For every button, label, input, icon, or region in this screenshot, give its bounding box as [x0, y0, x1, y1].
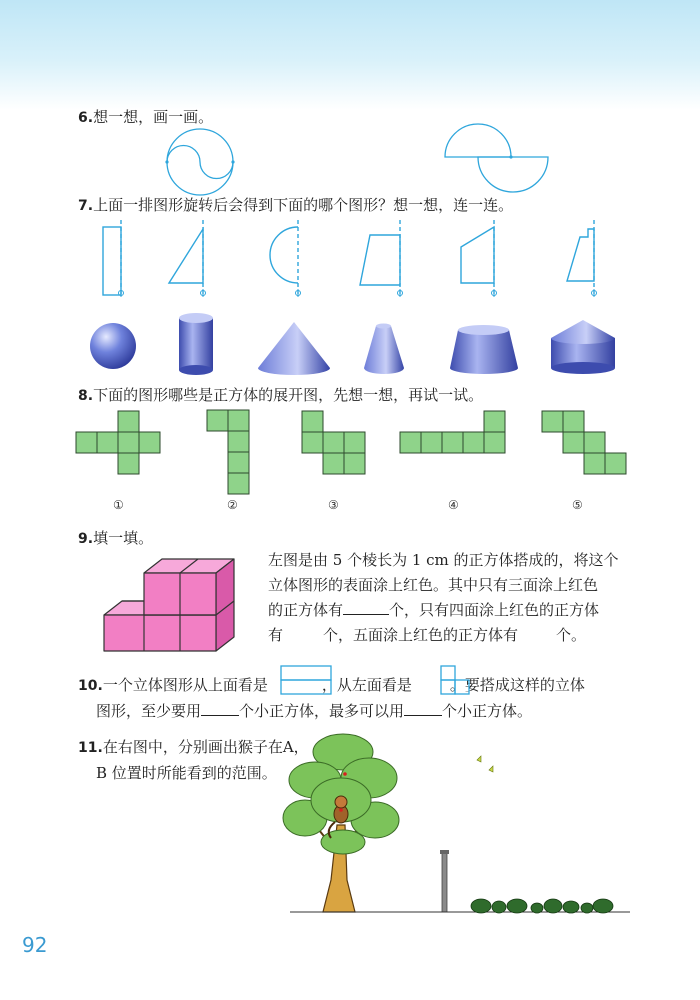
net-label-5: ⑤: [572, 498, 583, 512]
tree-scene-illustration: [285, 730, 645, 920]
net-label-1: ①: [113, 498, 124, 512]
left-view-figure: [439, 664, 475, 704]
question-9-line-3b: 个，只有四面涂上红色的正方体: [389, 601, 600, 619]
solid-cylinder: [179, 313, 213, 375]
question-9-paragraph: [268, 548, 619, 648]
cube-net-4: [400, 411, 505, 453]
yin-yang-figure: [160, 124, 250, 204]
question-8: [78, 385, 483, 406]
question-9-line-2: 立体图形的表面涂上红色。其中只有三面涂上红色: [268, 576, 599, 594]
shape-trapezoid: [360, 220, 403, 297]
question-10-line-2a: 图形，至少要用: [96, 702, 202, 720]
shape-semicircle: [270, 220, 301, 297]
question-8-text: 下面的图形哪些是正方体的展开图，先想一想，再试一试。: [93, 386, 484, 404]
question-6-text: 想一想，画一画。: [93, 108, 214, 126]
solid-sphere: [90, 323, 136, 369]
pink-cubes-figure: [100, 555, 250, 660]
question-7-text: 上面一排图形旋转后会得到下面的哪个图形？想一想，连一连。: [93, 196, 514, 214]
question-9: [78, 528, 153, 549]
answer-blank-three-faces[interactable]: [343, 598, 389, 615]
question-9-line-3a: 的正方体有: [268, 601, 344, 619]
question-10-text-a: 一个立体图形从上面看是: [102, 676, 268, 694]
pole: [442, 852, 447, 912]
solids-row: [0, 310, 700, 380]
question-10-text-c: 。要搭成这样的立体: [449, 676, 585, 694]
butterfly-icon: [477, 756, 493, 772]
semicircles-figure: [440, 124, 560, 204]
shape-stepped-trapezoid: [567, 220, 597, 297]
question-9-line-4a: 有: [268, 626, 284, 644]
watermelons: [471, 899, 613, 913]
question-9-number: 9.: [78, 531, 94, 547]
question-7-number: 7.: [78, 198, 94, 214]
rotation-shapes-row: [0, 215, 700, 315]
question-10-line-2b: 个小正方体，最多可以用: [239, 702, 405, 720]
question-10-line-2c: 个小正方体。: [442, 702, 533, 720]
answer-blank-four-faces[interactable]: [283, 623, 323, 640]
answer-blank-five-faces[interactable]: [518, 623, 556, 640]
cube-net-3: [302, 411, 365, 474]
question-9-line-3: [268, 598, 619, 623]
page-number: 92: [22, 933, 48, 957]
question-11-line-1: [78, 735, 309, 761]
net-label-4: ④: [448, 498, 459, 512]
answer-blank-max-cubes[interactable]: [404, 699, 442, 716]
cube-net-2: [207, 410, 249, 494]
question-11-line-1-text: 在右图中，分别画出猴子在A，: [102, 738, 309, 756]
cube-net-1: [76, 411, 160, 474]
question-9-line-4b: 个，五面涂上红色的正方体有: [323, 626, 519, 644]
question-9-line-4c: 个。: [556, 626, 587, 644]
solid-cone-on-cylinder: [551, 320, 615, 374]
question-7: [78, 195, 513, 216]
question-11-line-2: B 位置时所能看到的范围。: [96, 764, 277, 782]
solid-frustum: [364, 324, 404, 375]
question-11: [78, 735, 309, 786]
question-9-line-1: 左图是由 5 个棱长为 1 cm 的正方体搭成的，将这个: [268, 551, 619, 569]
question-6-number: 6.: [78, 110, 94, 126]
shape-pentagon: [461, 220, 497, 297]
cube-net-5: [542, 411, 626, 474]
question-9-title: 填一填。: [93, 529, 154, 547]
question-8-number: 8.: [78, 388, 94, 404]
answer-blank-min-cubes[interactable]: [201, 699, 239, 716]
question-10-number: 10.: [78, 678, 103, 694]
net-label-2: ②: [227, 498, 238, 512]
question-10-text-b: ，从左面看是: [321, 676, 412, 694]
question-9-line-4: [268, 623, 619, 648]
header-band: [0, 0, 700, 110]
net-label-3: ③: [328, 498, 339, 512]
tree-foliage: [283, 734, 399, 854]
solid-wide-frustum: [450, 325, 518, 374]
question-11-number: 11.: [78, 740, 103, 756]
shape-triangle: [169, 220, 206, 297]
shape-rectangle: [103, 220, 124, 297]
cube-nets-row: [0, 405, 700, 500]
top-view-figure: [279, 664, 335, 700]
question-10-line-2: [78, 699, 585, 724]
solid-cone: [258, 322, 330, 375]
